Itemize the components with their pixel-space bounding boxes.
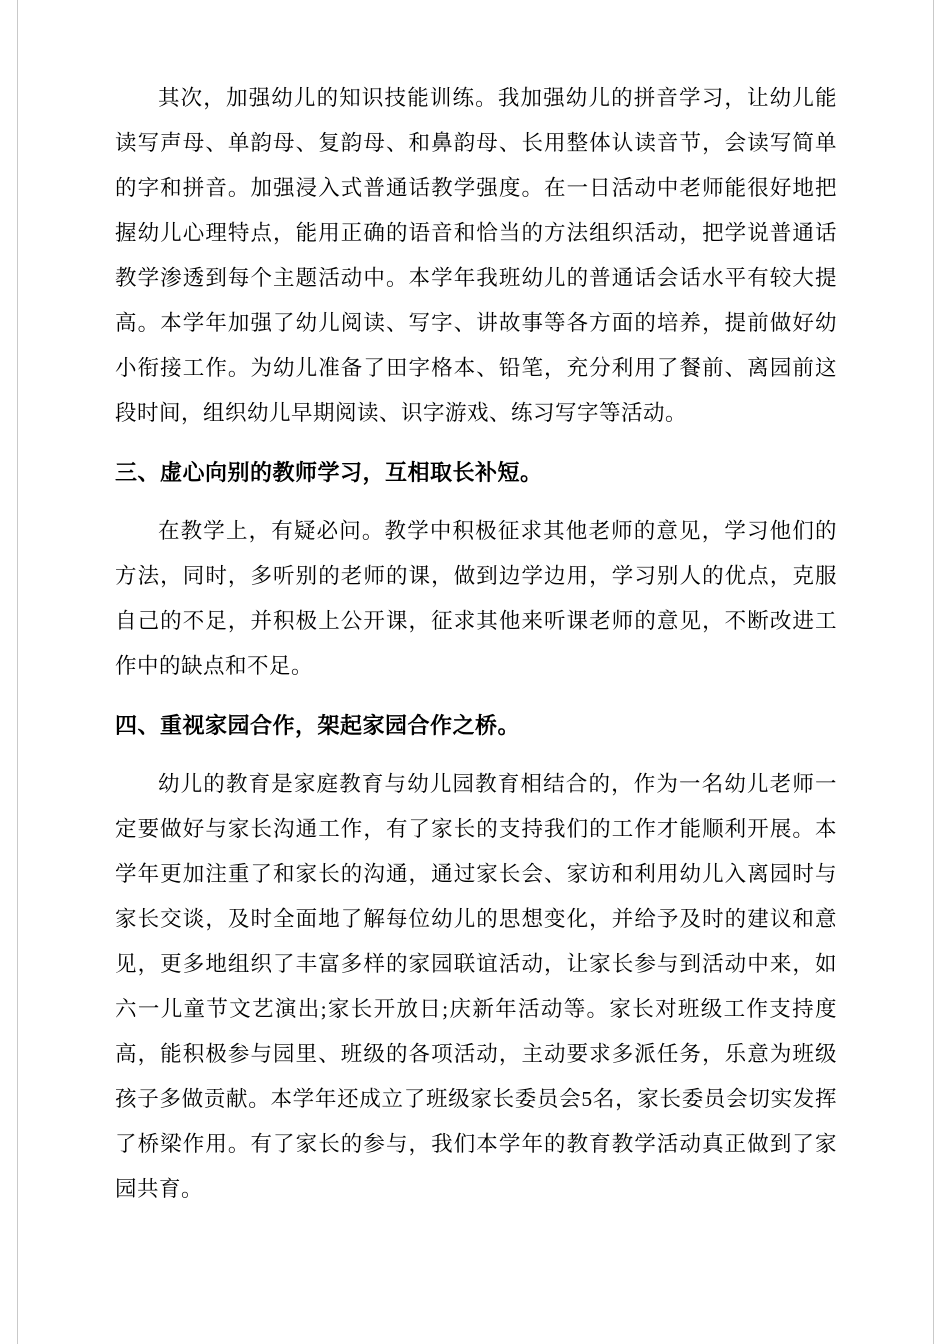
paragraph-skill-training: 其次，加强幼儿的知识技能训练。我加强幼儿的拼音学习，让幼儿能读写声母、单韵母、复韵母、和鼻韵母、长用整体认读音节，会读写简单的字和拼音。加强浸入式普通话教学强度。在一日活动中老师能很好地把握幼儿心理特点，能用正确的语音和恰当的方法组织活动，把学说普通话教学渗透到每个主题活动中。本学年我班幼儿的普通话会话水平有较大提高。本学年加强了幼儿阅读、写字、讲故事等各方面的培养，提前做好幼小衔接工作。为幼儿准备了田字格本、铅笔，充分利用了餐前、离园前这段时间，组织幼儿早期阅读、识字游戏、练习写字等活动。 [115, 86, 837, 425]
document-body [115, 76, 837, 1212]
paragraph-learn-from-teachers: 在教学上，有疑必问。教学中积极征求其他老师的意见，学习他们的方法，同时，多听别的老师的课，做到边学边用，学习别人的优点，克服自己的不足，并积极上公开课，征求其他来听课老师的意见，不断改进工作中的缺点和不足。 [115, 519, 837, 678]
page-border-left [17, 0, 18, 1344]
heading-section-3: 三、虚心向别的教师学习，互相取长补短。 [115, 460, 543, 485]
paragraph-home-school-cooperation: 幼儿的教育是家庭教育与幼儿园教育相结合的，作为一名幼儿老师一定要做好与家长沟通工作，有了家长的支持我们的工作才能顺利开展。本学年更加注重了和家长的沟通，通过家长会、家访和利用幼儿入离园时与家长交谈，及时全面地了解每位幼儿的思想变化，并给予及时的建议和意见，更多地组织了丰富多样的家园联谊活动，让家长参与到活动中来，如六一儿童节文艺演出;家长开放日;庆新年活动等。家长对班级工作支持度高，能积极参与园里、班级的各项活动，主动要求多派任务，乐意为班级孩子多做贡献。本学年还成立了班级家长委员会5名，家长委员会切实发挥了桥梁作用。有了家长的参与，我们本学年的教育教学活动真正做到了家园共育。 [115, 772, 837, 1201]
heading-section-4: 四、重视家园合作，架起家园合作之桥。 [115, 713, 521, 738]
page-border-right [933, 0, 934, 1344]
